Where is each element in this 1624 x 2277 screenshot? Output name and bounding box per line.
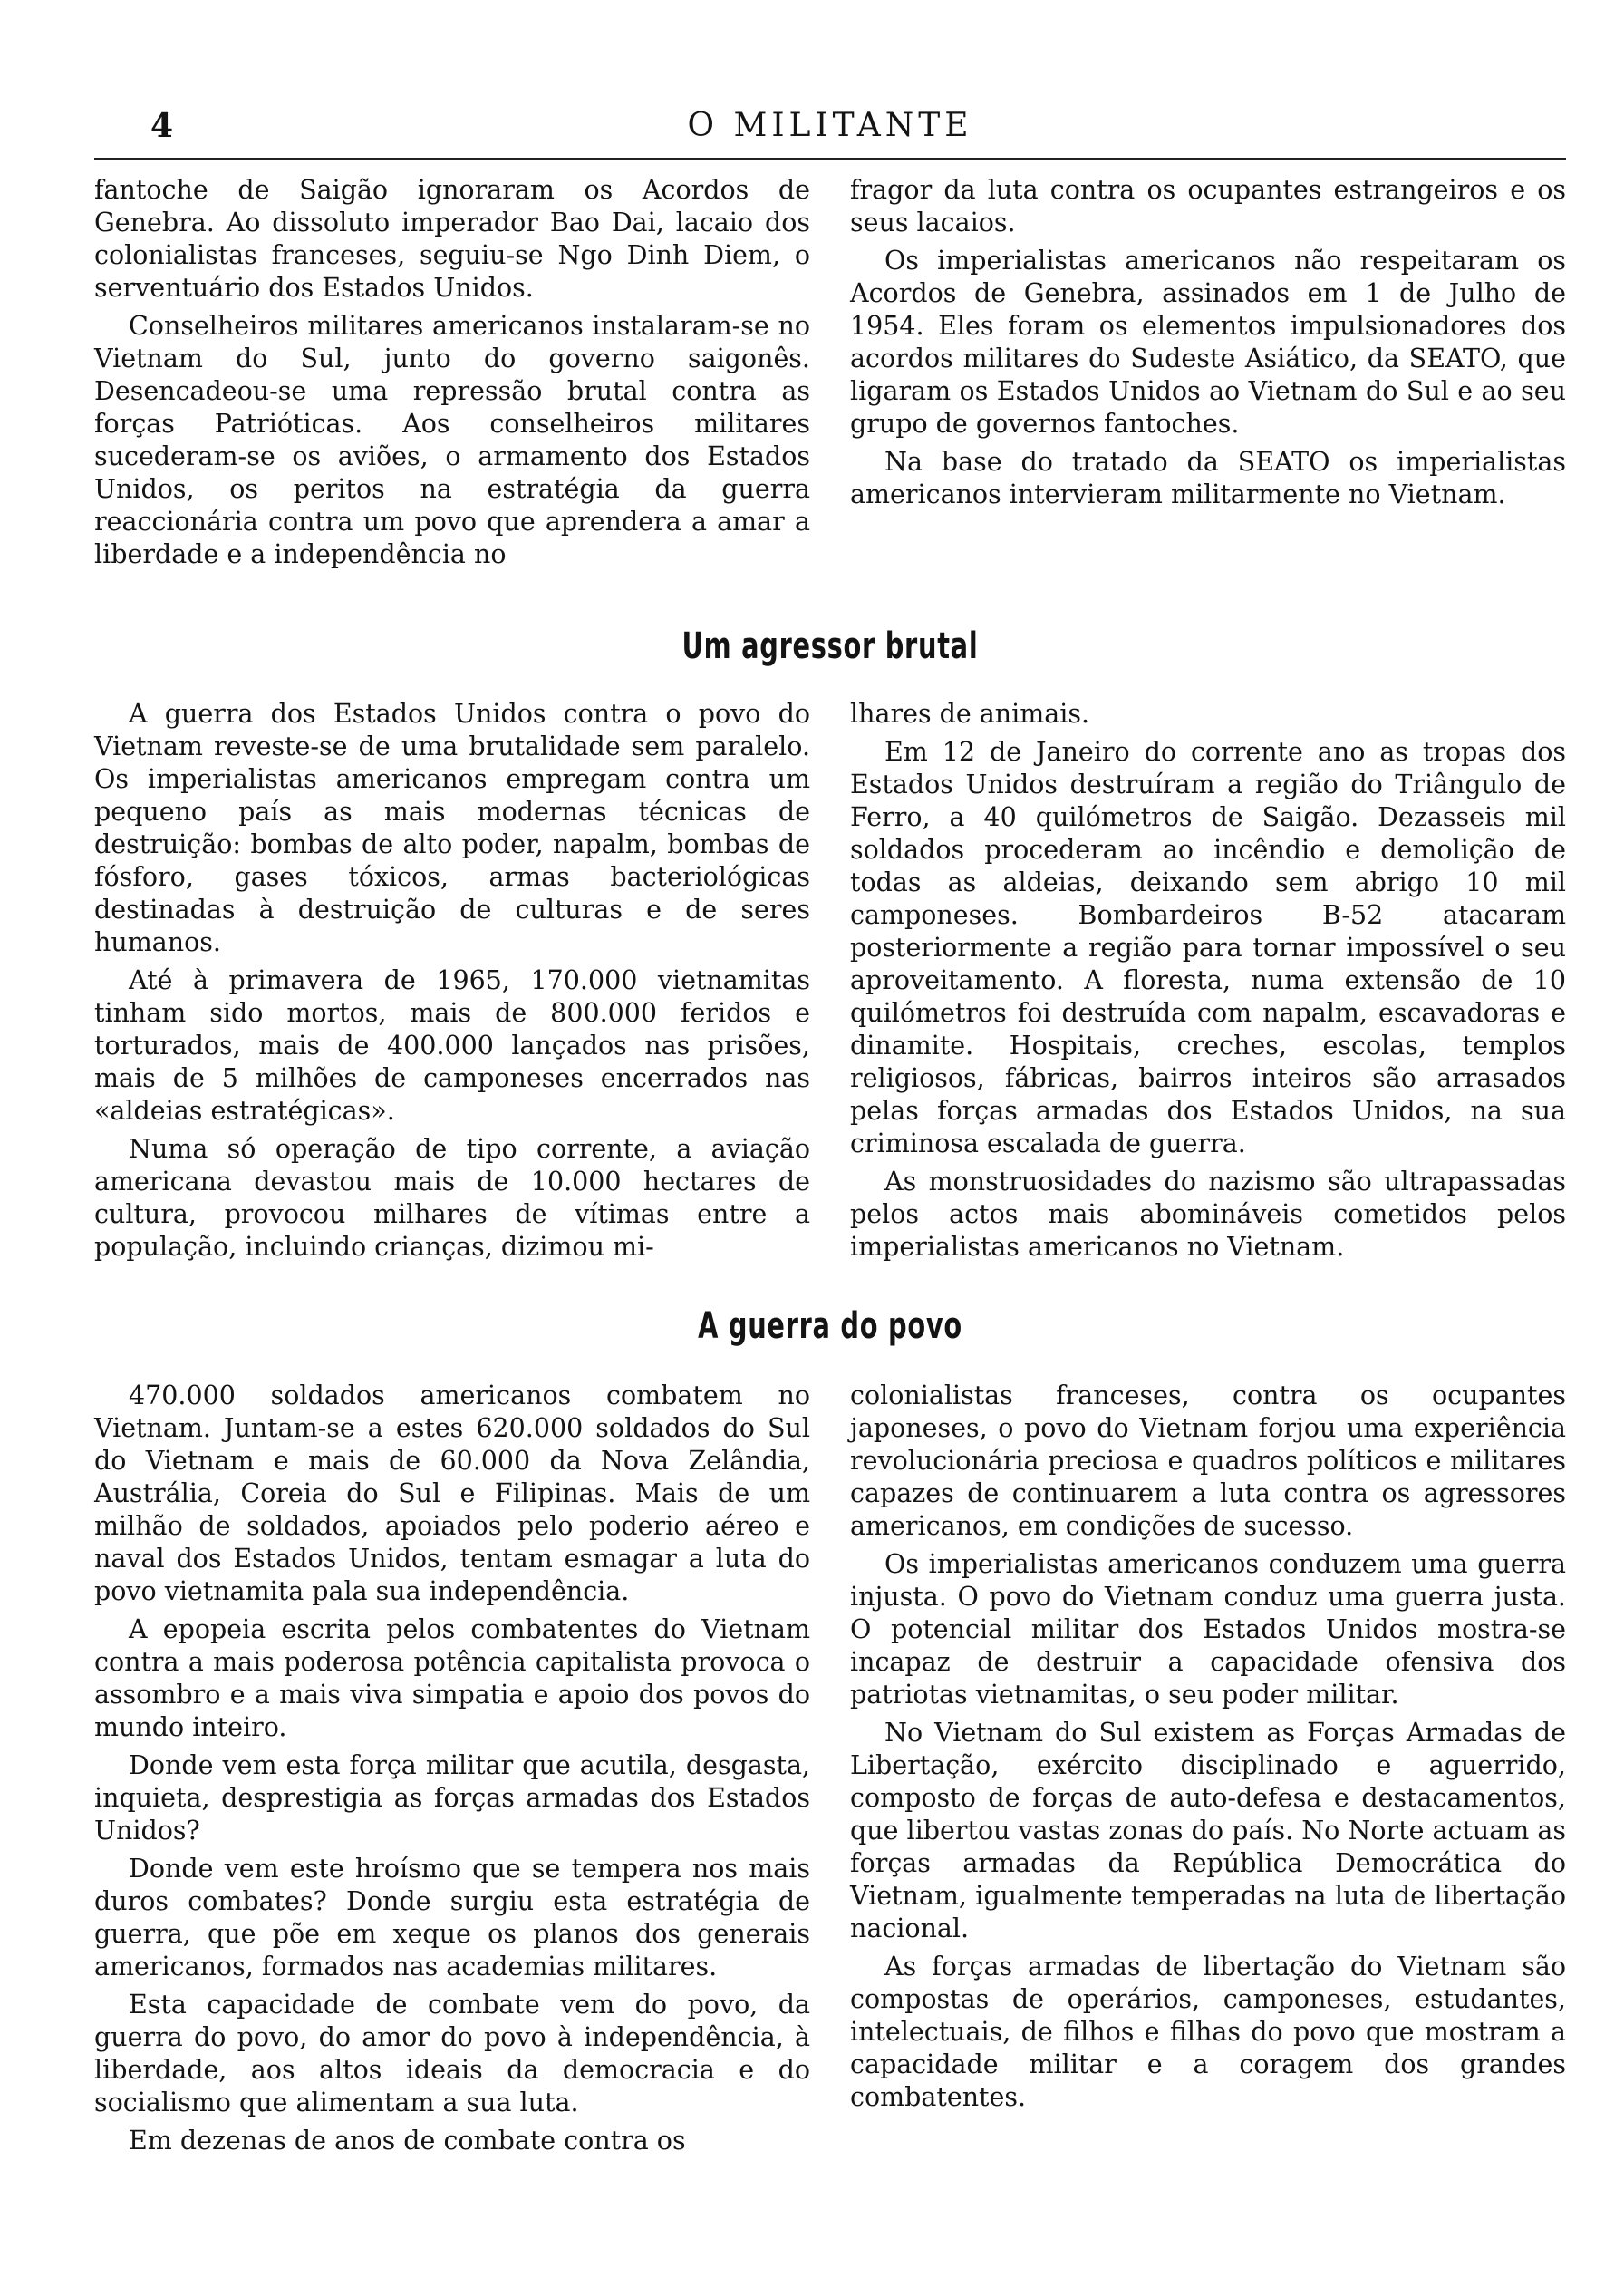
paragraph: As forças armadas de libertação do Vietnam são compostas de operários, camponeses, estudantes, intelectuais, de filhos e filhas do povo que mostram a capacidade militar e a coragem dos grandes combatentes.	[850, 1952, 1566, 2112]
paragraph: Os imperialistas americanos conduzem uma guerra injusta. O povo do Vietnam conduz uma guerra justa. O potencial militar dos Estados Unidos mostra-se incapaz de destruir a capacidade ofensiva dos patriotas vietnamitas, o seu poder militar.	[850, 1549, 1566, 1710]
paragraph: Conselheiros militares americanos instalaram-se no Vietnam do Sul, junto do governo saigonês. Desencadeou-se uma repressão brutal contra as forças Patrióticas. Aos conselheiros militares sucederam-se os aviões, o armamento dos Estados Unidos, os peritos na estratégia da guerra reaccionária contra um povo que aprendera a amar a liberdade e a independência no	[94, 311, 810, 569]
agressor-section	[94, 698, 1566, 1269]
intro-right-column	[850, 174, 1566, 577]
paragraph: A guerra dos Estados Unidos contra o povo do Vietnam reveste-se de uma brutalidade sem paralelo. Os imperialistas americanos empregam contra um pequeno país as mais modernas técnicas de destruição: bombas de alto poder, napalm, bombas de fósforo, gases tóxicos, armas bacteriológicas destinadas à destruição de culturas e de seres humanos.	[94, 699, 810, 957]
paragraph: Numa só operação de tipo corrente, a aviação americana devastou mais de 10.000 hectares de cultura, provocou milhares de vítimas entre a população, incluindo crianças, dizimou mi-	[94, 1134, 810, 1262]
paragraph: Donde vem esta força militar que acutila, desgasta, inquieta, desprestigia as forças armadas dos Estados Unidos?	[94, 1750, 810, 1846]
agressor-left-column	[94, 698, 810, 1269]
guerra-left-column	[94, 1380, 810, 2163]
paragraph: Donde vem este hroísmo que se tempera nos mais duros combates? Donde surgiu esta estratégia de guerra, que põe em xeque os planos dos generais americanos, formados nas academias militares.	[94, 1854, 810, 1981]
publication-title: O MILITANTE	[687, 107, 973, 144]
paragraph: fragor da luta contra os ocupantes estrangeiros e os seus lacaios.	[850, 175, 1566, 237]
paragraph: Em 12 de Janeiro do corrente ano as tropas dos Estados Unidos destruíram a região do Triângulo de Ferro, a 40 quilómetros de Saigão. Dezasseis mil soldados procederam ao incêndio e demolição de todas as aldeias, deixando sem abrigo 10 mil camponeses. Bombardeiros B-52 atacaram posteriormente a região para tornar impossível o seu aproveitamento. A floresta, numa extensão de 10 quilómetros foi destruída com napalm, escavadoras e dinamite. Hospitais, creches, escolas, templos religiosos, fábricas, bairros inteiros são arrasados pelas forças armadas dos Estados Unidos, na sua criminosa escalada de guerra.	[850, 737, 1566, 1158]
paragraph: fantoche de Saigão ignoraram os Acordos de Genebra. Ao dissoluto imperador Bao Dai, lacaio dos colonialistas franceses, seguiu-se Ngo Dinh Diem, o serventuário dos Estados Unidos.	[94, 175, 810, 303]
paragraph: Esta capacidade de combate vem do povo, da guerra do povo, do amor do povo à independência, à liberdade, aos altos ideais da democracia e do socialismo que alimentam a sua luta.	[94, 1990, 810, 2117]
page-number: 4	[150, 107, 174, 145]
intro-section	[94, 174, 1566, 577]
paragraph: As monstruosidades do nazismo são ultrapassadas pelos actos mais abomináveis cometidos pelos imperialistas americanos no Vietnam.	[850, 1167, 1566, 1262]
paragraph: Em dezenas de anos de combate contra os	[129, 2126, 686, 2156]
paragraph: Os imperialistas americanos não respeitaram os Acordos de Genebra, assinados em 1 de Julho de 1954. Eles foram os elementos impulsionadores dos acordos militares do Sudeste Asiático, da SEATO, que ligaram os Estados Unidos ao Vietnam do Sul e ao seu grupo de governos fantoches.	[850, 246, 1566, 439]
intro-left-column	[94, 174, 810, 577]
paragraph: 470.000 soldados americanos combatem no Vietnam. Juntam-se a estes 620.000 soldados do Sul do Vietnam e mais de 60.000 da Nova Zelândia, Austrália, Coreia do Sul e Filipinas. Mais de um milhão de soldados, apoiados pelo poderio aéreo e naval dos Estados Unidos, tentam esmagar a luta do povo vietnamita pala sua independência.	[94, 1381, 810, 1606]
paragraph: Até à primavera de 1965, 170.000 vietnamitas tinham sido mortos, mais de 800.000 feridos e torturados, mais de 400.000 lançados nas prisões, mais de 5 milhões de camponeses encerrados nas «aldeias estratégicas».	[94, 965, 810, 1126]
paragraph: colonialistas franceses, contra os ocupantes japoneses, o povo do Vietnam forjou uma experiência revolucionária preciosa e quadros políticos e militares capazes de continuarem a luta contra os agressores americanos, em condições de sucesso.	[850, 1381, 1566, 1541]
section-heading-agressor: Um agressor brutal	[682, 625, 979, 667]
page-header	[94, 107, 1566, 161]
paragraph: Na base do tratado da SEATO os imperialistas americanos intervieram militarmente no Vietnam.	[850, 447, 1566, 509]
header-rule	[94, 158, 1566, 160]
section-heading-guerra-do-povo: A guerra do povo	[698, 1305, 962, 1347]
guerra-section	[94, 1380, 1566, 2163]
paragraph: A epopeia escrita pelos combatentes do Vietnam contra a mais poderosa potência capitalista provoca o assombro e a mais viva simpatia e apoio dos povos do mundo inteiro.	[94, 1614, 810, 1742]
guerra-right-column	[850, 1380, 1566, 2163]
paragraph: lhares de animais.	[850, 699, 1090, 729]
paragraph: No Vietnam do Sul existem as Forças Armadas de Libertação, exército disciplinado e aguerrido, composto de forças de auto-defesa e destacamentos, que libertou vastas zonas do país. No Norte actuam as forças armadas da República Democrática do Vietnam, igualmente temperadas na luta de libertação nacional.	[850, 1718, 1566, 1943]
agressor-right-column	[850, 698, 1566, 1269]
